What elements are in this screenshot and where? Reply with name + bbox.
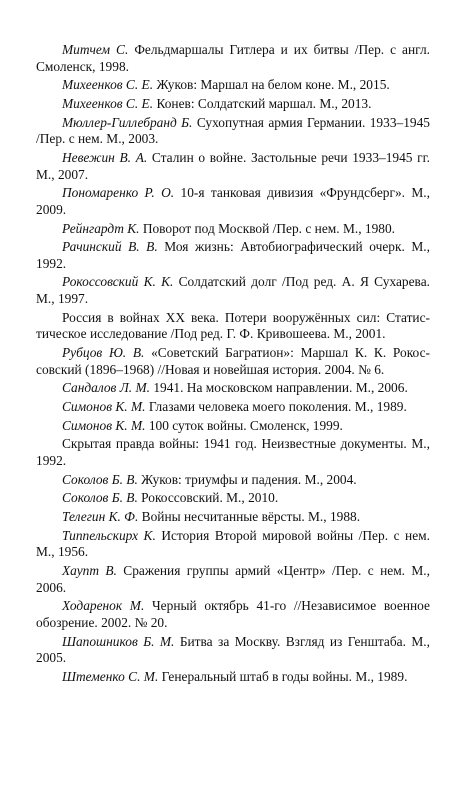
entry-author: Михеенков С. Е. [62,95,154,111]
entry-author: Соколов Б. В. [62,471,138,487]
bibliography-entry [36,77,430,94]
bibliography-entry [36,528,430,561]
entry-text: Скрытая правда войны: 1941 год. Неизвестные документы. М., 1992. [36,436,430,468]
bibliography-entry [36,436,430,469]
entry-text: Жуков: Маршал на белом коне. М., 2015. [156,77,390,93]
entry-author: Рубцов Ю. В. [62,345,145,361]
entry-author: Штеменко С. М. [62,668,159,684]
entry-author: Хаупт В. [62,563,117,578]
entry-text: Сухопутная армия Германии. 1933–1945 /Пер. с нем. М., 2003. [36,114,430,147]
entry-author: Телегин К. Ф. [62,509,139,525]
bibliography-entry [36,380,430,397]
bibliography-entry [36,490,430,507]
entry-author: Рачинский В. В. [62,239,158,255]
bibliography-entry [36,150,430,183]
bibliography-entry [36,598,430,631]
entry-text: Фельдмаршалы Гитлера и их битвы /Пер. с англ. Смоленск, 1998. [36,42,430,74]
entry-text: 100 суток войны. Смоленск, 1999. [148,417,343,433]
entry-author: Невежин В. А. [62,149,148,165]
entry-author: Типпельскирх К. [62,527,156,543]
entry-author: Митчем С. [62,42,129,57]
entry-text: Моя жизнь: Автобиографический очерк. М., 1992. [36,239,430,271]
entry-text: Конев: Солдатский маршал. М., 2013. [156,95,372,111]
entry-text: Сражения группы армий «Центр» /Пер. с нем. М., 2006. [36,563,430,595]
bibliography-page [36,42,430,688]
entry-author: Соколов Б. В. [62,490,138,506]
entry-text: История Второй мировой войны /Пер. с нем. М., 1956. [36,527,430,560]
entry-author: Рокоссовский К. К. [62,274,174,290]
entry-text: Сталин о войне. Застольные речи 1933–1945 гг. М., 2007. [36,149,430,182]
entry-author: Шапошников Б. М. [62,633,175,649]
bibliography-entry [36,399,430,416]
entry-text: Россия в войнах XX века. Потери вооружённых сил: Статистическое исследование /Под ред. Г. Ф. Кривошеева. М., 2001. [36,309,430,342]
bibliography-entry [36,418,430,435]
entry-author: Симонов К. М. [62,399,146,414]
entry-text: Глазами человека моего поколения. М., 1989. [148,399,407,414]
entry-text: Битва за Москву. Взгляд из Генштаба. М., 2005. [36,633,430,666]
entry-text: Войны несчитанные вёрсты. М., 1988. [141,509,361,525]
entry-text: Поворот под Москвой /Пер. с нем. М., 1980. [142,220,396,236]
entry-author: Сандалов Л. М. [62,380,150,396]
entry-text: Рокоссовский. М., 2010. [141,490,279,506]
entry-text: Жуков: триумфы и падения. М., 2004. [141,471,357,487]
bibliography-entry [36,345,430,378]
bibliography-entry [36,96,430,113]
entry-author: Пономаренко Р. О. [62,185,175,201]
entry-author: Рейнгардт К. [62,220,140,236]
bibliography-entry [36,310,430,343]
entry-text: Генеральный штаб в годы войны. М., 1989. [161,668,408,684]
entry-text: 10-я танковая дивизия «Фрундсберг». М., 2009. [36,185,430,217]
bibliography-entry [36,563,430,596]
entry-author: Симонов К. М. [62,417,146,433]
entry-author: Мюллер-Гиллебранд Б. [62,114,193,130]
bibliography-entry [36,509,430,526]
bibliography-entry [36,115,430,148]
bibliography-entry [36,239,430,272]
bibliography-entry [36,472,430,489]
bibliography-entry [36,221,430,238]
entry-text: «Советский Багратион»: Маршал К. К. Рокоссовский (1896–1968) //Новая и новейшая история. 2004. № 6. [36,345,430,377]
bibliography-entry [36,42,430,75]
bibliography-entry [36,634,430,667]
entry-author: Ходаренок М. [62,598,145,614]
bibliography-entry [36,185,430,218]
entry-text: 1941. На московском направлении. М., 2006. [153,380,408,396]
entry-text: Черный октябрь 41-го //Независимое военное обозрение. 2002. № 20. [36,598,430,630]
bibliography-entry [36,274,430,307]
bibliography-entry [36,669,430,686]
entry-text: Солдатский долг /Под ред. А. Я Сухарева. М., 1997. [36,274,430,307]
entry-author: Михеенков С. Е. [62,77,154,93]
